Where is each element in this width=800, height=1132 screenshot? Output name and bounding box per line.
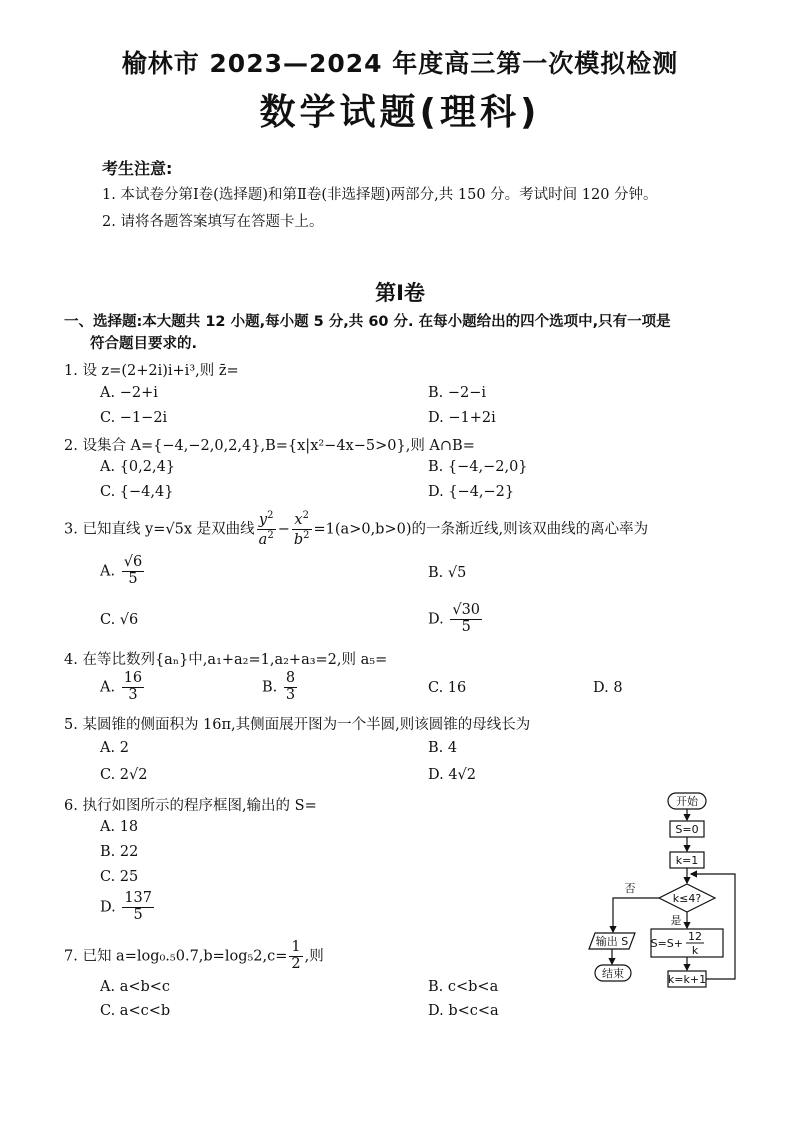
flow-update-frac-num: 12	[688, 930, 702, 943]
q5-option-d: D. 4√2	[428, 767, 477, 783]
q2-option-a: A. {0,2,4}	[100, 459, 176, 475]
hyperbola-y-term: $\frac{y^2}{a^2}$	[258, 510, 274, 548]
q6-option-a: A. 18	[100, 819, 139, 835]
q3-stem: 3. 已知直线 y=√5x 是双曲线 $\frac{y^2}{a^2}$ − $\frac{x^2}{b^2}$ =1(a>0,b>0)的一条渐近线,则该双曲线的离心率为	[64, 510, 649, 548]
q7-option-a: A. a<b<c	[100, 979, 171, 995]
q3-option-c: C. √6	[100, 612, 139, 628]
flow-condition-text: k≤4?	[672, 892, 702, 905]
q2-stem: 2. 设集合 A={−4,−2,0,2,4},B={x|x²−4x−5>0},则 A∩B=	[64, 438, 475, 454]
q5-stem: 5. 某圆锥的侧面积为 16π,其侧面展开图为一个半圆,则该圆锥的母线长为	[64, 717, 531, 733]
q7-stem: 7. 已知 a=log₀.₅0.7,b=log₅2,c= $\frac{1}{2}$ ,则	[64, 939, 324, 972]
q2-option-d: D. {−4,−2}	[428, 484, 515, 500]
flow-no-label: 否	[624, 882, 636, 895]
flow-end-text: 结束	[602, 967, 624, 980]
q4-option-a: A. $\frac{16}{3}$	[100, 670, 143, 703]
q6-option-b: B. 22	[100, 844, 139, 860]
q7-option-d: D. b<c<a	[428, 1003, 499, 1019]
notice-heading: 考生注意:	[102, 159, 173, 178]
q4-stem: 4. 在等比数列{aₙ}中,a₁+a₂=1,a₂+a₃=2,则 a₅=	[64, 652, 388, 668]
q3-stem-part1: 3. 已知直线 y=√5x 是双曲线	[64, 521, 255, 538]
q6-option-d: D. $\frac{137}{5}$	[100, 890, 153, 923]
section-line-1: 一、选择题:本大题共 12 小题,每小题 5 分,共 60 分. 在每小题给出的四个选项中,只有一项是	[64, 314, 671, 330]
q3-d-denominator: 5	[461, 618, 471, 635]
flow-init-k-text: k=1	[675, 854, 699, 867]
q3-a-numerator: √6	[123, 554, 143, 570]
flow-update-frac-den: k	[691, 944, 699, 957]
q1-option-d: D. −1+2i	[428, 410, 496, 426]
section-instructions	[64, 311, 754, 355]
q7-option-c: C. a<c<b	[100, 1003, 171, 1019]
q3-option-b: B. √5	[428, 565, 467, 581]
flow-output-text: 输出 S	[595, 935, 629, 948]
section-line-2: 符合题目要求的.	[90, 336, 198, 352]
volume-heading: 第Ⅰ卷	[375, 281, 425, 305]
flow-yes-label: 是	[670, 914, 682, 927]
notice-item-1: 1. 本试卷分第Ⅰ卷(选择题)和第Ⅱ卷(非选择题)两部分,共 150 分。考试时间 120 分钟。	[102, 187, 658, 203]
q1-stem: 1. 设 z=(2+2i)i+i³,则 z̄=	[64, 363, 239, 379]
notice-item-2: 2. 请将各题答案填写在答题卡上。	[102, 214, 324, 230]
program-flowchart	[585, 788, 755, 998]
q3-option-d: D. $\frac{√30}{5}$	[428, 602, 481, 635]
flow-start-text: 开始	[676, 795, 698, 808]
notice-block	[102, 155, 782, 236]
flow-update-s-text: S=S+	[650, 937, 683, 950]
exam-subtitle: 数学试题(理科)	[259, 92, 541, 133]
flow-init-s-text: S=0	[675, 823, 699, 836]
exam-title: 榆林市 2023—2024 年度高三第一次模拟检测	[121, 49, 679, 78]
q1-option-c: C. −1−2i	[100, 410, 168, 426]
q5-option-c: C. 2√2	[100, 767, 148, 783]
q3-stem-part2: =1(a>0,b>0)的一条渐近线,则该双曲线的离心率为	[313, 521, 649, 538]
q2-option-b: B. {−4,−2,0}	[428, 459, 528, 475]
q5-option-a: A. 2	[100, 740, 129, 756]
q4-option-d: D. 8	[593, 680, 623, 696]
q7-option-b: B. c<b<a	[428, 979, 499, 995]
q3-option-a: A. $\frac{√6}{5}$	[100, 554, 143, 587]
q1-option-a: A. −2+i	[100, 385, 158, 401]
q1-option-b: B. −2−i	[428, 385, 487, 401]
q3-a-denominator: 5	[128, 570, 138, 587]
q6-stem: 6. 执行如图所示的程序框图,输出的 S=	[64, 798, 317, 814]
q4-option-b: B. $\frac{8}{3}$	[262, 670, 296, 703]
q5-option-b: B. 4	[428, 740, 458, 756]
hyperbola-x-term: $\frac{x^2}{b^2}$	[293, 510, 310, 548]
flow-increment-text: k=k+1	[667, 973, 707, 986]
q6-option-c: C. 25	[100, 869, 139, 885]
q2-option-c: C. {−4,4}	[100, 484, 174, 500]
q4-option-c: C. 16	[428, 680, 467, 696]
q3-d-numerator: √30	[452, 602, 481, 618]
